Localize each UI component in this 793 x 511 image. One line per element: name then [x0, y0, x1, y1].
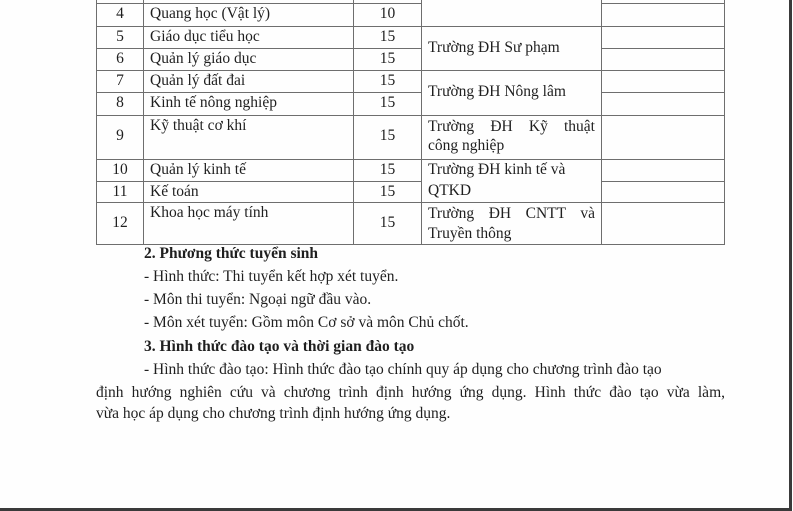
- cell-major: Quản lý giáo dục: [150, 50, 257, 67]
- cell-quota: 15: [379, 161, 396, 178]
- cell-stt: 8: [116, 94, 124, 111]
- cell-major: Kỹ thuật cơ khí: [150, 117, 247, 134]
- cell-major: Kinh tế nông nghiệp: [150, 94, 277, 111]
- cell-quota: 10: [379, 5, 396, 22]
- cell-unit: Trường ĐH kinh tế và: [428, 161, 566, 178]
- cell-stt: 5: [116, 28, 124, 45]
- row-divider: [601, 181, 725, 182]
- table-col-divider: [601, 0, 602, 245]
- cell-unit: Trường ĐH CNTT và: [428, 205, 595, 222]
- list-item: - Môn thi tuyển: Ngoại ngữ đầu vào.: [144, 291, 372, 308]
- cell-unit: Trường ĐH Sư phạm: [428, 39, 560, 56]
- list-item: - Hình thức: Thi tuyển kết hợp xét tuyển.: [144, 268, 399, 285]
- section-heading: 3. Hình thức đào tạo và thời gian đào tạo: [144, 338, 415, 355]
- cell-unit: công nghiệp: [428, 137, 505, 154]
- cell-quota: 15: [379, 50, 396, 67]
- cell-stt: 10: [112, 161, 128, 178]
- cell-quota: 15: [379, 127, 396, 144]
- table-border-right: [724, 0, 725, 245]
- cell-major: Kế toán: [150, 183, 199, 200]
- cell-major: Quản lý đất đai: [150, 72, 246, 89]
- cell-unit: Trường ĐH Nông lâm: [428, 83, 566, 100]
- cell-major: Giáo dục tiểu học: [150, 28, 260, 45]
- cell-stt: 9: [116, 127, 124, 144]
- cell-unit: QTKD: [428, 182, 472, 199]
- cell-quota: 15: [379, 72, 396, 89]
- cell-quota: 15: [379, 214, 396, 231]
- row-divider: [601, 92, 725, 93]
- cell-stt: 12: [112, 214, 128, 231]
- cell-stt: 7: [116, 72, 124, 89]
- paragraph-line: vừa học áp dụng cho chương trình định hướng ứng dụng.: [96, 405, 451, 422]
- cell-major: Quản lý kinh tế: [150, 161, 246, 178]
- cell-major: Khoa học máy tính: [150, 204, 269, 221]
- cell-quota: 15: [379, 94, 396, 111]
- cell-unit: Truyền thông: [428, 225, 512, 242]
- cell-stt: 6: [116, 50, 124, 67]
- list-item: - Môn xét tuyển: Gồm môn Cơ sở và môn Chủ chốt.: [144, 314, 469, 331]
- cell-stt: 4: [116, 5, 124, 22]
- paragraph-line: - Hình thức đào tạo: Hình thức đào tạo chính quy áp dụng cho chương trình đào tạo: [144, 361, 662, 378]
- cell-unit: Trường ĐH Kỹ thuật: [428, 118, 595, 135]
- cell-stt: 11: [112, 183, 128, 200]
- cell-quota: 15: [379, 28, 396, 45]
- cell-major: Quang học (Vật lý): [150, 5, 271, 22]
- row-divider: [601, 48, 725, 49]
- cell-quota: 15: [379, 183, 396, 200]
- row-divider: [601, 3, 725, 4]
- paragraph-line: định hướng nghiên cứu và chương trình định hướng ứng dụng. Hình thức đào tạo vừa làm,: [96, 384, 725, 401]
- section-heading: 2. Phương thức tuyển sinh: [144, 245, 319, 262]
